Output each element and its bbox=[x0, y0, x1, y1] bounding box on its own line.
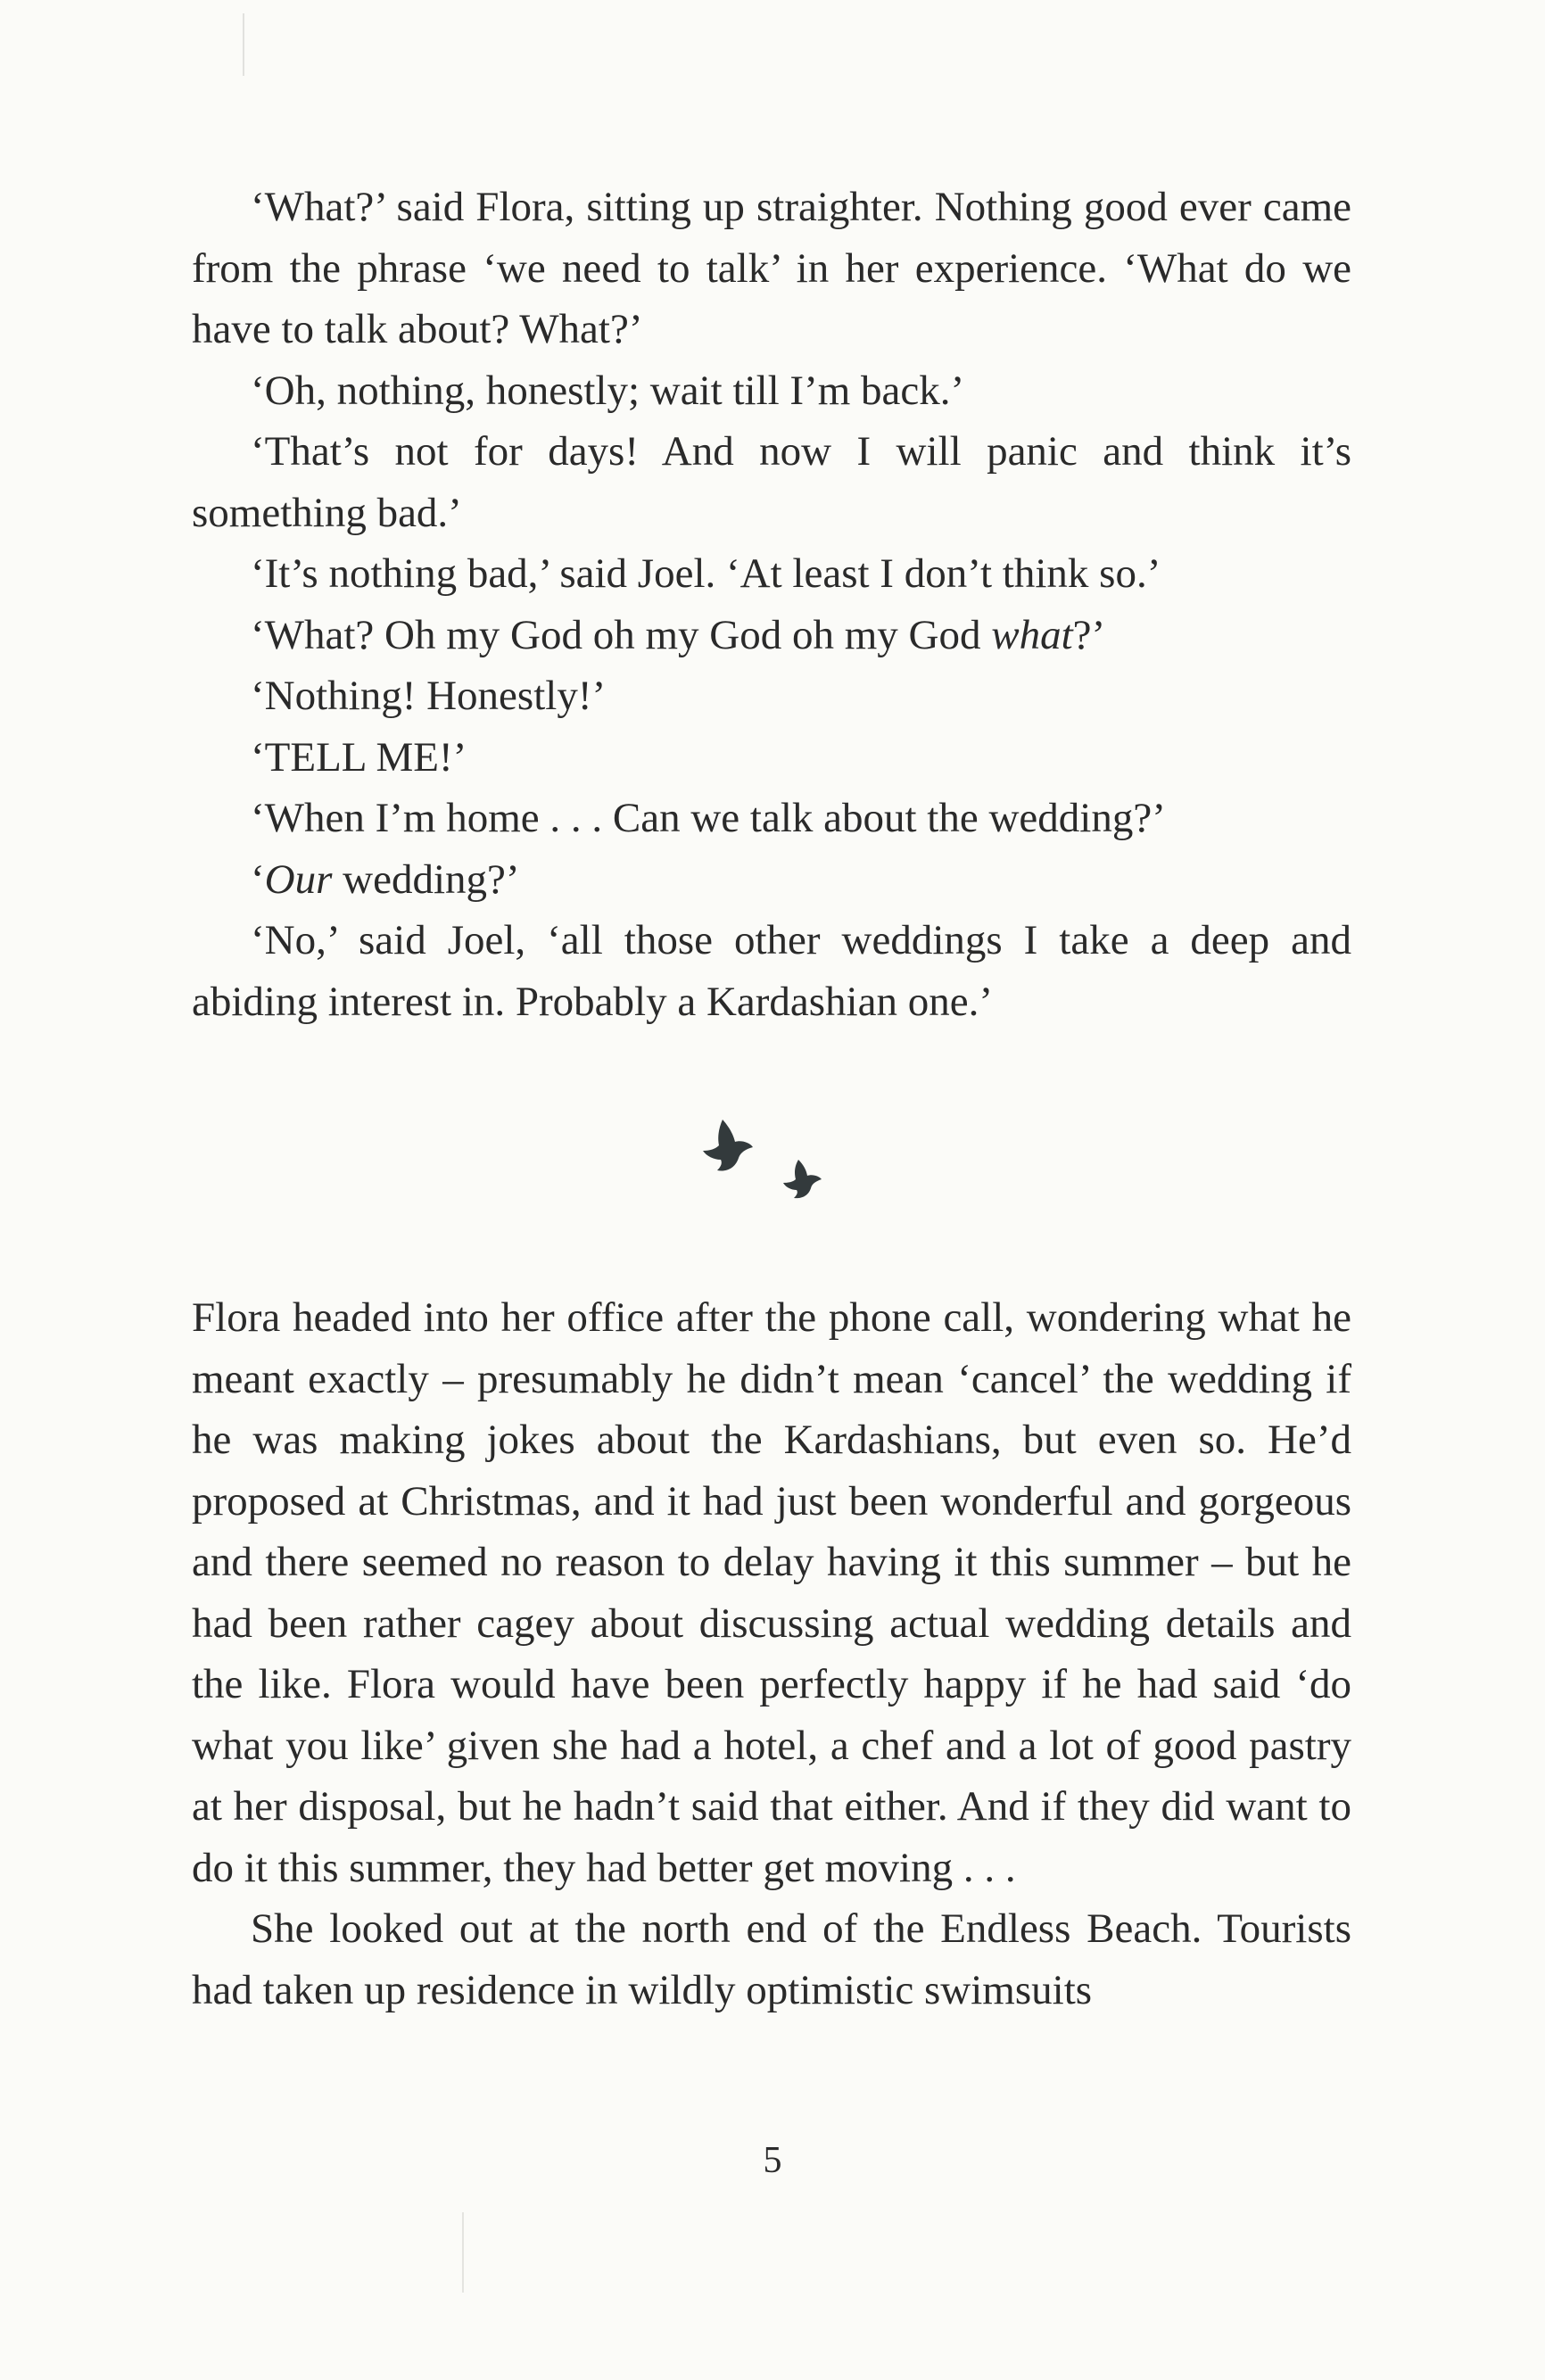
paragraph: ‘That’s not for days! And now I will panic and think it’s something bad.’ bbox=[192, 428, 1351, 536]
paragraph: ‘Nothing! Honestly!’ bbox=[251, 673, 607, 719]
scan-artifact-bottom bbox=[462, 2212, 464, 2293]
narrative-section bbox=[192, 1287, 1351, 2021]
page-number: 5 bbox=[763, 2140, 782, 2181]
paragraph: Flora headed into her office after the phone call, wondering what he meant exactly – presumably he didn’t mean ‘cancel’ the wedding if he was making jokes about the Kardashians, but even so. He’d proposed at Christmas, and it had just been wonderful and gorgeous and there seemed no reason to delay having it this summer – but he had been rather cagey about discussing actual wedding details and the like. Flora would have been perfectly happy if he had said ‘do what you like’ given she had a hotel, a chef and a lot of good pastry at her disposal, but he hadn’t said that either. And if they did want to do it this summer, they had better get moving . . . bbox=[192, 1294, 1351, 1891]
paragraph: She looked out at the north end of the Endless Beach. Tourists had taken up residence in wildly optimistic swimsuits bbox=[192, 1905, 1351, 2013]
paragraph: ‘TELL ME!’ bbox=[251, 733, 467, 781]
paragraph: ‘When I’m home . . . Can we talk about the wedding?’ bbox=[251, 795, 1166, 841]
scan-artifact-top bbox=[243, 13, 244, 76]
paragraph: ‘Our wedding?’ bbox=[251, 855, 520, 903]
paragraph: ‘What?’ said Flora, sitting up straighter. Nothing good ever came from the phrase ‘we need to talk’ in her experience. ‘What do we have to talk about? What?’ bbox=[192, 184, 1351, 352]
paragraph: ‘What? Oh my God oh my God oh my God what?’ bbox=[251, 611, 1106, 658]
emphasis: Our bbox=[264, 855, 333, 903]
dialogue-section bbox=[192, 177, 1351, 1032]
paragraph: ‘No,’ said Joel, ‘all those other weddings I take a deep and abiding interest in. Probably a Kardashian one.’ bbox=[192, 917, 1351, 1025]
paragraph: ‘Oh, nothing, honestly; wait till I’m back.’ bbox=[251, 367, 965, 414]
paragraph: ‘It’s nothing bad,’ said Joel. ‘At least I don’t think so.’ bbox=[251, 550, 1161, 597]
emphasis: what bbox=[991, 611, 1073, 658]
two-birds-icon bbox=[687, 1115, 847, 1222]
